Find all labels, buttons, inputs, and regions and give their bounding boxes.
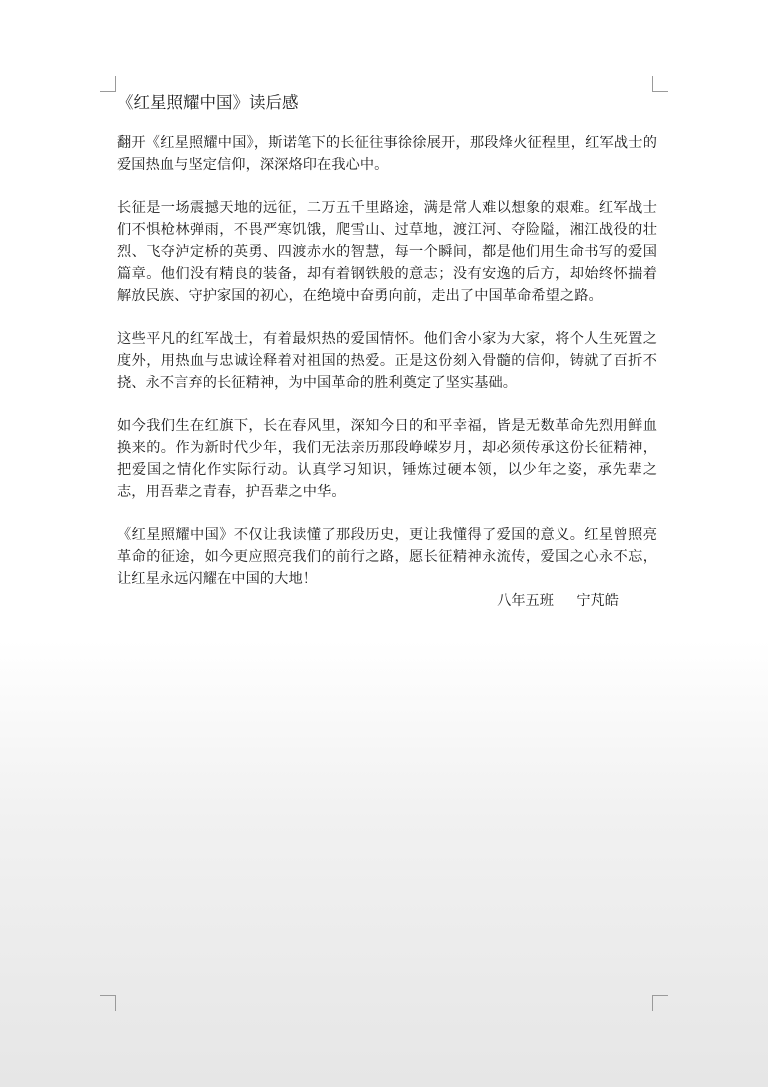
paragraph-2: 长征是一场震撼天地的远征，二万五千里路途，满是常人难以想象的艰难。红军战士们不惧枪林弹雨，不畏严寒饥饿，爬雪山、过草地，渡江河、夺险隘，湘江战役的壮烈、飞夺泸定桥的英勇、四渡赤水的智慧，每一个瞬间，都是他们用生命书写的爱国篇章。他们没有精良的装备，却有着钢铁般的意志；没有安逸的后方，却始终怀揣着解放民族、守护家国的初心，在绝境中奋勇向前，走出了中国革命希望之路。 xyxy=(117,200,657,304)
author-signature: 八年五班 宁芃皓 xyxy=(497,592,619,609)
margin-corner-bottom-right xyxy=(652,995,668,1011)
paragraph-1: 翻开《红星照耀中国》，斯诺笔下的长征往事徐徐展开，那段烽火征程里，红军战士的爱国热血与坚定信仰，深深烙印在我心中。 xyxy=(117,135,657,173)
paragraph-5: 《红星照耀中国》不仅让我读懂了那段历史，更让我懂得了爱国的意义。红星曾照亮革命的征途，如今更应照亮我们的前行之路，愿长征精神永流传，爱国之心永不忘，让红星永远闪耀在中国的大地！ xyxy=(117,527,657,587)
document-title: 《红星照耀中国》读后感 xyxy=(117,93,299,112)
paragraph-4: 如今我们生在红旗下，长在春风里，深知今日的和平幸福，皆是无数革命先烈用鲜血换来的。作为新时代少年，我们无法亲历那段峥嵘岁月，却必须传承这份长征精神，把爱国之情化作实际行动。认真学习知识，锤炼过硬本领，以少年之姿，承先辈之志，用吾辈之青春，护吾辈之中华。 xyxy=(117,418,657,500)
paragraph-3: 这些平凡的红军战士，有着最炽热的爱国情怀。他们舍小家为大家，将个人生死置之度外，用热血与忠诚诠释着对祖国的热爱。正是这份刻入骨髓的信仰，铸就了百折不挠、永不言弃的长征精神，为中国革命的胜利奠定了坚实基础。 xyxy=(117,331,657,391)
margin-corner-bottom-left xyxy=(100,995,116,1011)
document-body[interactable] xyxy=(117,90,657,613)
margin-corner-top-left xyxy=(100,76,116,92)
